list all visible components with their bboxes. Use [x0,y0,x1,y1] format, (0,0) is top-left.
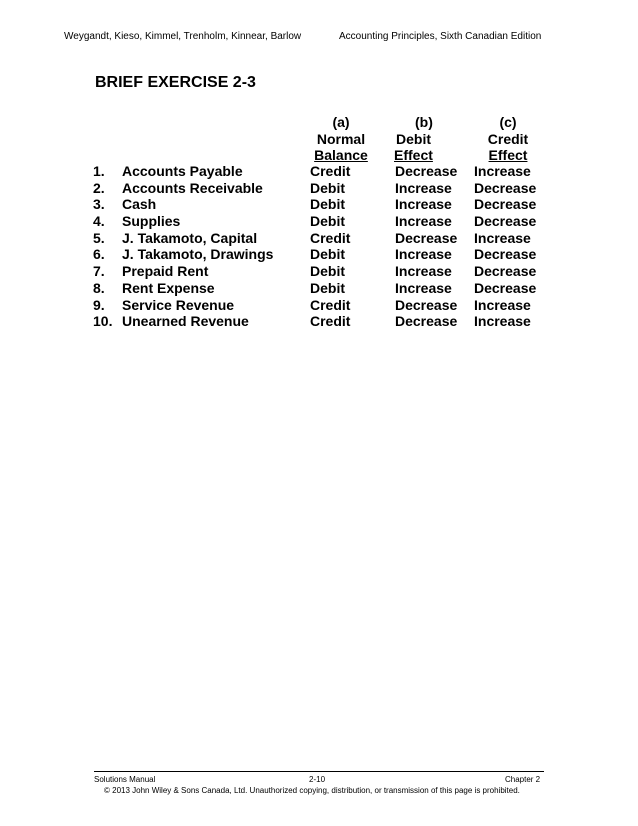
column-a-line1: Normal [316,130,366,147]
page-number: 2-10 [309,775,326,784]
account-name: Prepaid Rent [122,263,209,280]
normal-balance: Debit [310,213,345,230]
column-b-line1: Debit [396,130,431,147]
normal-balance: Credit [310,296,351,313]
account-name: Accounts Payable [122,163,243,179]
table-row [0,196,638,213]
account-name: J. Takamoto, Drawings [122,246,274,263]
normal-balance: Debit [310,196,345,213]
table-row [0,313,638,330]
column-header-a [312,114,370,164]
normal-balance: Debit [310,263,345,280]
table-row [0,263,638,280]
footer-chapter-label: Chapter 2 [505,775,541,784]
credit-effect: Decrease [474,246,537,263]
account-name: Rent Expense [122,279,215,296]
credit-effect: Decrease [474,279,537,296]
running-header-authors: Weygandt, Kieso, Kimmel, Trenholm, Kinnear, Barlow [64,31,302,42]
row-number: 9. [93,296,105,313]
table-row [0,297,638,314]
credit-effect: Decrease [474,179,537,196]
row-number: 8. [93,279,105,296]
column-c-letter: (c) [499,114,517,130]
debit-effect: Increase [395,246,452,263]
normal-balance: Credit [310,163,351,179]
table-row [0,280,638,297]
row-number: 1. [93,163,105,179]
table-row [0,246,638,263]
column-c-line2: Effect [488,147,528,164]
debit-effect: Increase [395,179,452,196]
table-row [0,163,638,180]
column-header-b [394,114,478,164]
column-header-c [484,114,532,164]
copyright-notice: © 2013 John Wiley & Sons Canada, Ltd. Unauthorized copying, distribution, or transmission of this page is prohibited. [104,786,520,795]
footer-divider [94,771,544,772]
normal-balance: Debit [310,179,345,196]
debit-effect: Decrease [395,296,458,313]
table-row [0,180,638,197]
credit-effect: Increase [474,313,531,330]
account-name: Cash [122,196,157,213]
credit-effect: Increase [474,163,531,179]
row-number: 3. [93,196,105,213]
column-c-line1: Credit [487,130,529,147]
debit-effect: Increase [395,196,452,213]
row-number: 10. [93,313,113,330]
page-title: BRIEF EXERCISE 2-3 [95,74,256,91]
row-number: 7. [93,263,105,280]
credit-effect: Increase [474,229,531,246]
row-number: 6. [93,246,105,263]
column-a-line2: Balance [314,147,368,164]
column-b-line2: Effect [394,147,433,164]
table-row [0,213,638,230]
account-name: Supplies [122,213,181,230]
debit-effect: Increase [395,213,452,230]
debit-effect: Decrease [395,229,458,246]
column-a-letter: (a) [332,114,350,130]
table-row [0,230,638,247]
row-number: 5. [93,229,105,246]
account-name: Service Revenue [122,296,235,313]
account-name: J. Takamoto, Capital [122,229,258,246]
normal-balance: Credit [310,313,351,330]
normal-balance: Credit [310,229,351,246]
footer-manual-label: Solutions Manual [94,775,156,784]
running-header-book-title: Accounting Principles, Sixth Canadian Edition [339,31,542,42]
column-b-letter: (b) [415,114,433,130]
account-name: Accounts Receivable [122,179,263,196]
debit-effect: Decrease [395,163,458,179]
row-number: 4. [93,213,105,230]
normal-balance: Debit [310,246,345,263]
row-number: 2. [93,179,105,196]
credit-effect: Decrease [474,196,537,213]
accounts-table [0,163,638,330]
account-name: Unearned Revenue [122,313,249,330]
credit-effect: Decrease [474,213,537,230]
credit-effect: Increase [474,296,531,313]
debit-effect: Decrease [395,313,458,330]
debit-effect: Increase [395,263,452,280]
debit-effect: Increase [395,279,452,296]
credit-effect: Decrease [474,263,537,280]
normal-balance: Debit [310,279,345,296]
